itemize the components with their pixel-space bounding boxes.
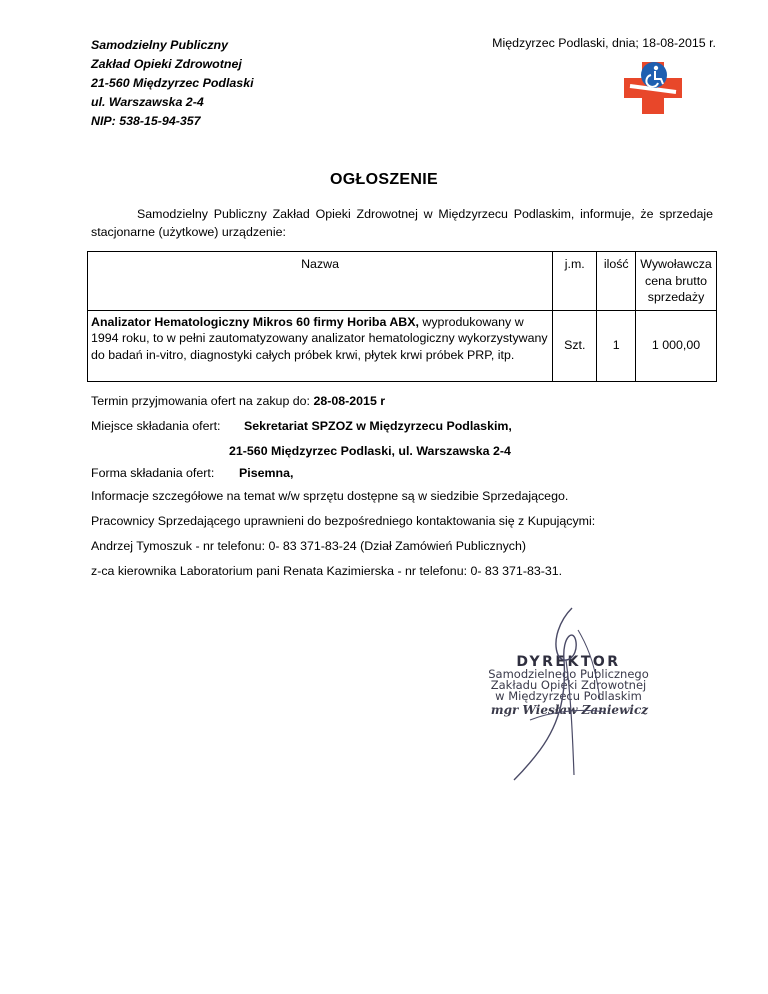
header-price-line: Wywoławcza xyxy=(640,257,712,271)
items-table xyxy=(87,251,717,382)
header-price-line: cena brutto xyxy=(645,273,708,288)
stamp-line: w Międzyrzecu Podlaskim xyxy=(495,689,642,703)
header-unit: j.m. xyxy=(553,252,597,311)
page-title: OGŁOSZENIE xyxy=(330,171,438,188)
sender-line: Samodzielny Publiczny xyxy=(91,38,229,52)
contact-line-2: z-ca kierownika Laboratorium pani Renata Kazimierska - nr telefonu: 0- 83 371-83-31. xyxy=(91,564,563,578)
stamp-name: mgr Wiesław Zaniewicz xyxy=(490,703,649,717)
table-header-row xyxy=(88,252,717,311)
stamp-line: Zakładu Opieki Zdrowotnej xyxy=(490,678,647,692)
sender-block xyxy=(91,36,254,131)
stamp-line: Samodzielnego Publicznego xyxy=(488,667,649,681)
place-date: Międzyrzec Podlaski, dnia; 18-08-2015 r. xyxy=(492,36,716,50)
handwritten-signature-icon xyxy=(500,600,620,790)
contact-line-1: Andrzej Tymoszuk - nr telefonu: 0- 83 371-83-24 (Dział Zamówień Publicznych) xyxy=(91,539,527,553)
contacts-intro: Pracownicy Sprzedającego uprawnieni do bezpośredniego kontaktowania się z Kupującymi: xyxy=(91,514,596,528)
info-line: Informacje szczegółowe na temat w/w sprzętu dostępne są w siedzibie Sprzedającego. xyxy=(91,489,569,503)
deadline-line xyxy=(91,394,385,408)
item-name-cell xyxy=(88,310,553,381)
place-label: Miejsce składania ofert: xyxy=(91,419,221,433)
place-value-1: Sekretariat SPZOZ w Międzyrzecu Podlaskim, xyxy=(244,419,512,433)
form-value: Pisemna, xyxy=(239,466,294,480)
header-price-line: sprzedaży xyxy=(647,290,705,304)
sender-line: Zakład Opieki Zdrowotnej xyxy=(91,57,242,71)
item-unit: Szt. xyxy=(553,310,597,381)
sender-line: NIP: 538-15-94-357 xyxy=(91,114,201,128)
intro-paragraph: Samodzielny Publiczny Zakład Opieki Zdrowotnej w Międzyrzecu Podlaskim, informuje, że sprzedaje stacjonarne (użytkowe) urządzenie: xyxy=(91,207,713,239)
item-qty: 1 xyxy=(597,310,636,381)
stamp-title: DYREKTOR xyxy=(516,654,621,670)
hospital-cross-wheelchair-logo-icon xyxy=(620,58,686,118)
item-price: 1 000,00 xyxy=(636,310,717,381)
form-label: Forma składania ofert: xyxy=(91,466,215,480)
item-name-bold: Analizator Hematologiczny Mikros 60 firmy Horiba ABX, xyxy=(91,314,419,329)
place-value-2: 21-560 Międzyrzec Podlaski, ul. Warszawska 2-4 xyxy=(229,444,511,458)
deadline-label: Termin przyjmowania ofert na zakup do: xyxy=(91,394,314,408)
sender-line: ul. Warszawska 2-4 xyxy=(91,95,204,109)
deadline-value: 28-08-2015 r xyxy=(313,394,386,408)
sender-line: 21-560 Międzyrzec Podlaski xyxy=(91,76,254,90)
table-row xyxy=(88,310,717,381)
header-name: Nazwa xyxy=(88,252,553,311)
header-qty: ilość xyxy=(597,252,636,311)
item-description: wyprodukowany w 1994 roku, to w pełni zautomatyzowany analizator hematologiczny wykorzystywany do badań in-vitro, diagnostyki całych próbek krwi, płytek krwi próbek PRP, itp. xyxy=(91,314,548,362)
header-price xyxy=(636,252,717,311)
